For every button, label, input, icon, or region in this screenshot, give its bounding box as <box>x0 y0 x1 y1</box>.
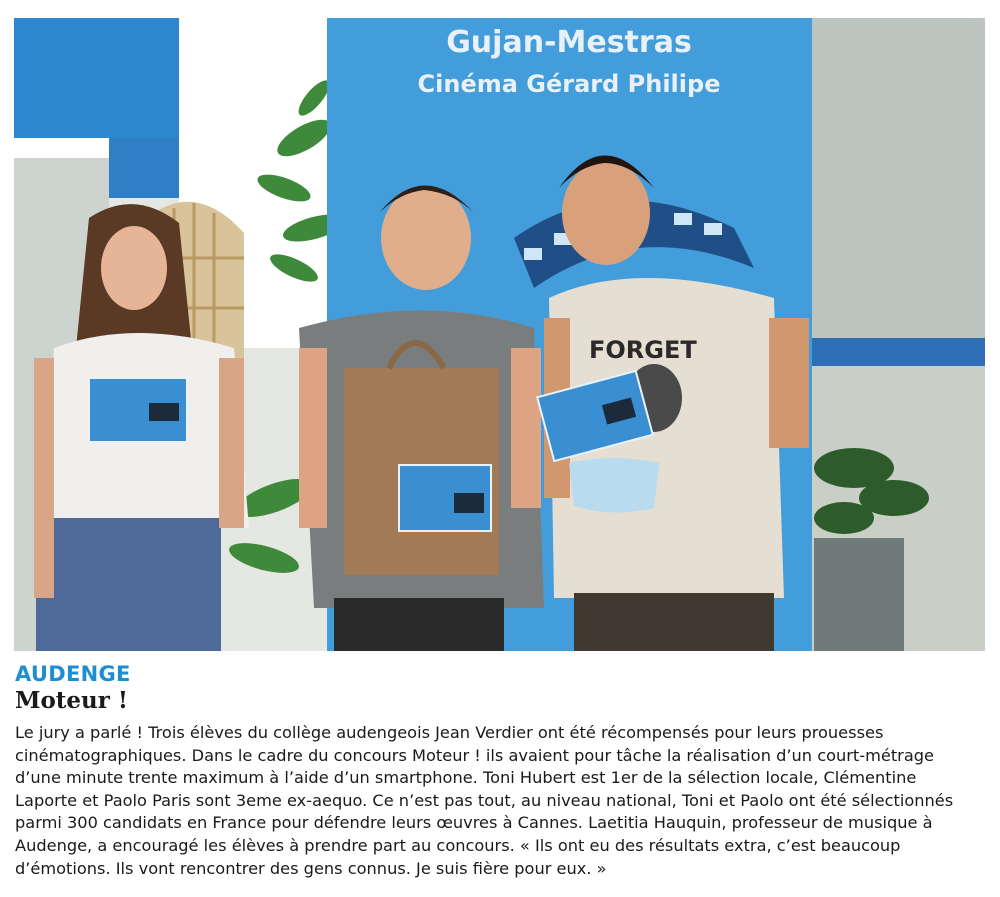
article-photo <box>14 18 985 651</box>
banner-line-2: Cinéma Gérard Philipe <box>417 70 721 98</box>
banner-line-1: Gujan-Mestras <box>446 25 692 60</box>
tshirt-text: FORGET <box>589 336 697 364</box>
article-kicker: AUDENGE <box>15 662 131 686</box>
article-headline: Moteur ! <box>15 687 129 714</box>
article-body: Le jury a parlé ! Trois élèves du collège audengeois Jean Verdier ont été récompensés pour leurs prouesses cinématographiques. Dans le cadre du concours Moteur ! ils avaient pour tâche la réalisation d’un court-métrage d’une minute trente maximum à l’aide d’un smartphone. Toni Hubert est 1er de la sélection locale, Clémentine Laporte et Paolo Paris sont 3eme ex-aequo. Ce n’est pas tout, au niveau national, Toni et Paolo ont été sélectionnés parmi 300 candidats en France pour défendre leurs œuvres à Cannes. Laetitia Hauquin, professeur de musique à Audenge, a encouragé les élèves à prendre part au concours. « Ils ont eu des résultats extra, c’est beaucoup d’émotions. Ils vont rencontrer des gens connus. Je suis fière pour eux. » <box>15 723 954 878</box>
